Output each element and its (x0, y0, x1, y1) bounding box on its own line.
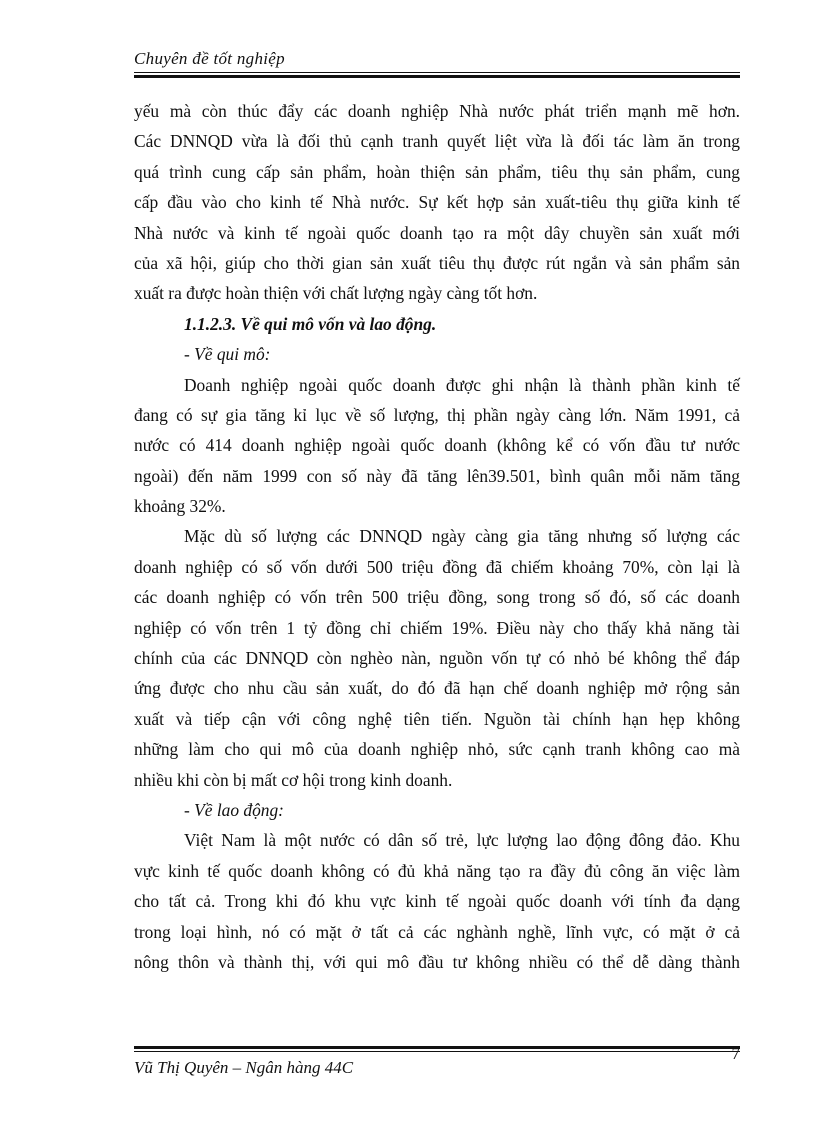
text-line: Doanh nghiệp ngoài quốc doanh được ghi nhận là thành phần kinh tế (184, 374, 740, 395)
body-text (134, 96, 740, 977)
text-line: xuất và tiếp cận với công nghệ tiên tiến. Nguồn tài chính hạn hẹp không (134, 708, 740, 729)
text-line: Mặc dù số lượng các DNNQD ngày càng gia tăng nhưng số lượng các (184, 526, 740, 547)
text-line: Nhà nước và kinh tế ngoài quốc doanh tạo ra một dây chuyền sản xuất mới (134, 222, 740, 243)
text-line: nước có 414 doanh nghiệp ngoài quốc doanh (không kể có vốn đầu tư nước (134, 435, 740, 456)
text-line: Các DNNQD vừa là đối thủ cạnh tranh quyết liệt vừa là đối tác làm ăn trong (134, 131, 740, 152)
text-line: trong loại hình, nó có mặt ở tất cả các nghành nghề, lĩnh vực, có mặt ở cả (134, 921, 740, 942)
page-number: 7 (731, 1044, 740, 1063)
text-line: vực kinh tế quốc doanh không có đủ khả năng tạo ra đầy đủ công ăn việc làm (134, 860, 740, 881)
text-line: nông thôn và thành thị, với qui mô đầu tư không nhiều có thể dễ dàng thành (134, 951, 740, 972)
text-line: đang có sự gia tăng kỉ lục về số lượng, thị phần ngày càng lớn. Năm 1991, cả (134, 404, 740, 425)
text-line: Việt Nam là một nước có dân số trẻ, lực lượng lao động đông đảo. Khu (184, 830, 740, 851)
subheading-scale: - Về qui mô: (184, 344, 271, 365)
text-line: ứng được cho nhu cầu sản xuất, do đó đã hạn chế doanh nghiệp mở rộng sản (134, 678, 740, 699)
text-line: ngoài) đến năm 1999 con số này đã tăng lên39.501, bình quân mỗi năm tăng (134, 465, 740, 486)
text-line: nghiệp có vốn trên 1 tỷ đồng chỉ chiếm 19%. Điều này cho thấy khả năng tài (134, 617, 740, 638)
footer-author: Vũ Thị Quyên – Ngân hàng 44C (134, 1058, 354, 1077)
text-line: chính của các DNNQD còn nghèo nàn, nguồn vốn tự có nhỏ bé không thể đáp (134, 648, 740, 669)
text-line: doanh nghiệp có số vốn dưới 500 triệu đồng đã chiếm khoảng 70%, còn lại là (134, 556, 740, 577)
footer-rule-thin (134, 1051, 740, 1052)
text-line: khoảng 32%. (134, 496, 226, 517)
section-heading: 1.1.2.3. Về qui mô vốn và lao động. (184, 313, 437, 334)
text-line: các doanh nghiệp có vốn trên 500 triệu đồng, song trong số đó, số các doanh (134, 587, 740, 608)
text-line: quá trình cung cấp sản phẩm, hoàn thiện sản phẩm, tiêu thụ sản phẩm, cung (134, 161, 740, 182)
text-line: yếu mà còn thúc đẩy các doanh nghiệp Nhà nước phát triển mạnh mẽ hơn. (134, 101, 740, 121)
text-line: những làm cho qui mô của doanh nghiệp nhỏ, sức cạnh tranh không cao mà (134, 739, 740, 760)
text-line: cấp đầu vào cho kinh tế Nhà nước. Sự kết hợp sản xuất-tiêu thụ giữa kinh tế (134, 192, 740, 213)
header-title: Chuyên đề tốt nghiệp (134, 49, 285, 68)
header-rule-thick (134, 75, 740, 78)
footer-rule-thick (134, 1046, 740, 1049)
header-rule-thin (134, 72, 740, 73)
text-line: nhiều khi còn bị mất cơ hội trong kinh doanh. (134, 769, 453, 790)
text-line: cho tất cả. Trong khi đó khu vực kinh tế ngoài quốc doanh với tính đa dạng (134, 891, 740, 912)
page-footer (134, 1046, 740, 1078)
text-line: của xã hội, giúp cho thời gian sản xuất tiêu thụ được rút ngắn và sản phẩm sản (134, 252, 740, 273)
page-header (134, 48, 740, 78)
text-line: xuất ra được hoàn thiện với chất lượng ngày càng tốt hơn. (134, 283, 538, 304)
subheading-labor: - Về lao động: (184, 799, 284, 820)
